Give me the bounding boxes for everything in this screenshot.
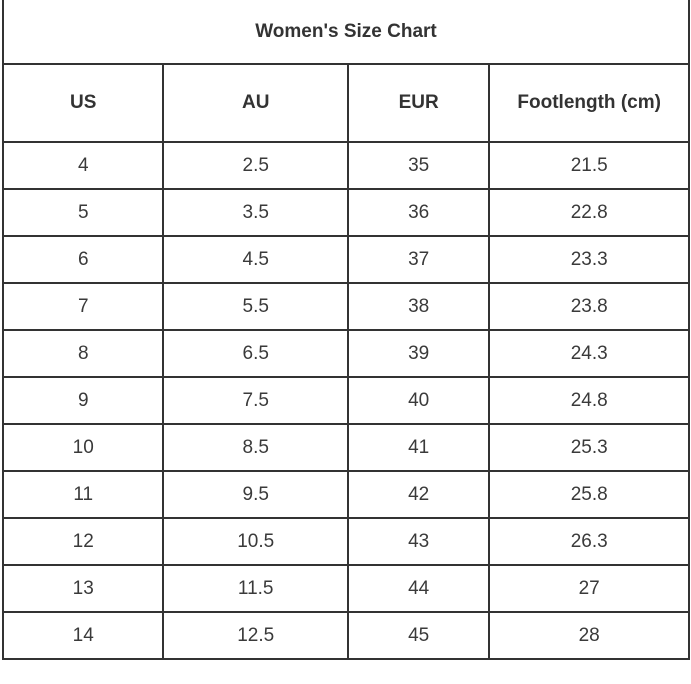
cell-au: 10.5	[163, 518, 348, 565]
table-row	[3, 424, 689, 471]
table-row	[3, 565, 689, 612]
cell-us: 7	[3, 283, 163, 330]
cell-eur: 42	[348, 471, 489, 518]
cell-eur: 35	[348, 142, 489, 189]
cell-footlength: 21.5	[489, 142, 689, 189]
cell-eur: 44	[348, 565, 489, 612]
header-footlength: Footlength (cm)	[489, 64, 689, 142]
cell-eur: 38	[348, 283, 489, 330]
cell-footlength: 23.3	[489, 236, 689, 283]
table-row	[3, 518, 689, 565]
cell-us: 8	[3, 330, 163, 377]
cell-eur: 45	[348, 612, 489, 659]
cell-us: 14	[3, 612, 163, 659]
table-row	[3, 283, 689, 330]
cell-eur: 39	[348, 330, 489, 377]
cell-eur: 43	[348, 518, 489, 565]
cell-footlength: 22.8	[489, 189, 689, 236]
cell-footlength: 23.8	[489, 283, 689, 330]
cell-us: 4	[3, 142, 163, 189]
cell-au: 11.5	[163, 565, 348, 612]
table-row	[3, 236, 689, 283]
cell-eur: 37	[348, 236, 489, 283]
cell-us: 13	[3, 565, 163, 612]
cell-eur: 40	[348, 377, 489, 424]
cell-au: 8.5	[163, 424, 348, 471]
cell-au: 7.5	[163, 377, 348, 424]
cell-footlength: 25.8	[489, 471, 689, 518]
cell-eur: 41	[348, 424, 489, 471]
cell-us: 10	[3, 424, 163, 471]
table-body	[3, 142, 689, 659]
table-row	[3, 189, 689, 236]
table-row	[3, 612, 689, 659]
cell-footlength: 28	[489, 612, 689, 659]
size-chart-table	[2, 0, 690, 660]
title-row	[3, 0, 689, 64]
cell-au: 12.5	[163, 612, 348, 659]
cell-au: 3.5	[163, 189, 348, 236]
table-row	[3, 471, 689, 518]
cell-au: 5.5	[163, 283, 348, 330]
cell-au: 4.5	[163, 236, 348, 283]
table-row	[3, 377, 689, 424]
cell-eur: 36	[348, 189, 489, 236]
cell-au: 2.5	[163, 142, 348, 189]
cell-au: 9.5	[163, 471, 348, 518]
header-au: AU	[163, 64, 348, 142]
header-eur: EUR	[348, 64, 489, 142]
cell-us: 12	[3, 518, 163, 565]
cell-au: 6.5	[163, 330, 348, 377]
cell-us: 5	[3, 189, 163, 236]
table-row	[3, 142, 689, 189]
cell-footlength: 24.8	[489, 377, 689, 424]
cell-us: 9	[3, 377, 163, 424]
header-us: US	[3, 64, 163, 142]
table-title: Women's Size Chart	[3, 0, 689, 64]
cell-footlength: 26.3	[489, 518, 689, 565]
header-row	[3, 64, 689, 142]
cell-us: 6	[3, 236, 163, 283]
cell-footlength: 27	[489, 565, 689, 612]
cell-footlength: 25.3	[489, 424, 689, 471]
cell-footlength: 24.3	[489, 330, 689, 377]
table-row	[3, 330, 689, 377]
cell-us: 11	[3, 471, 163, 518]
